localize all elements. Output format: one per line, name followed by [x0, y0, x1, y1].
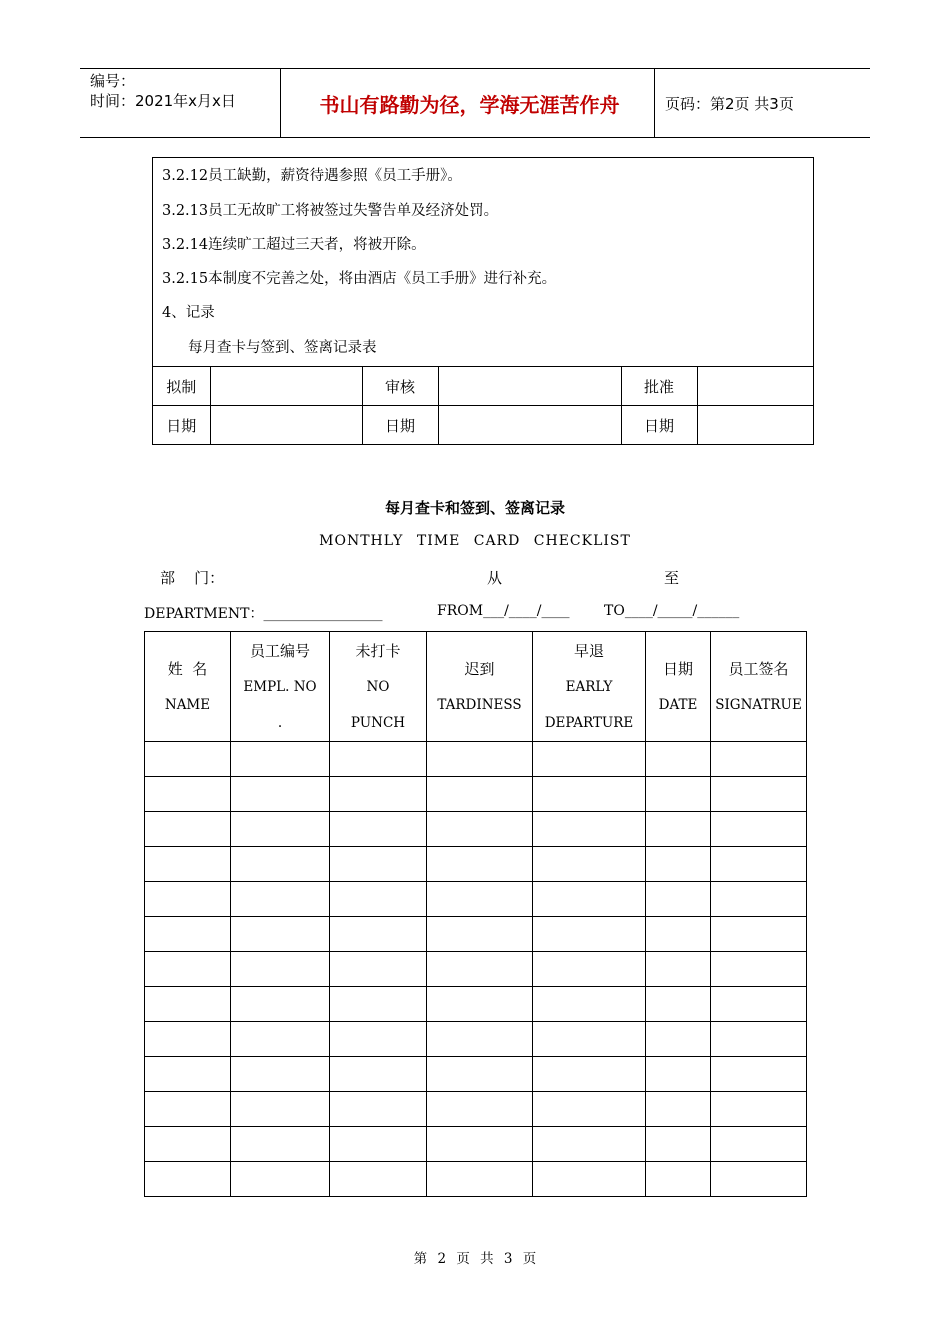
table-cell[interactable] — [533, 777, 646, 812]
column-label-en: EARLY — [565, 678, 613, 695]
procedure-line: 每月查卡与签到、签离记录表 — [188, 340, 377, 356]
table-cell[interactable] — [711, 882, 807, 917]
table-row — [145, 777, 807, 812]
to-label: 至 — [664, 569, 680, 587]
date-label: 日期 — [153, 406, 210, 445]
header-motto: 书山有路勤为径，学海无涯苦作舟 — [319, 92, 620, 117]
table-cell[interactable] — [330, 1127, 427, 1162]
checklist-title-en: MONTHLY TIME CARD CHECKLIST — [319, 533, 631, 549]
table-cell[interactable] — [145, 987, 231, 1022]
column-label-en: NO — [366, 678, 390, 695]
table-cell[interactable] — [145, 742, 231, 777]
table-cell[interactable] — [145, 847, 231, 882]
column-label: 姓 名 — [167, 659, 208, 678]
table-cell[interactable] — [711, 987, 807, 1022]
to-date-field[interactable]: TO____/_____/______ — [604, 603, 740, 619]
approved-date-field[interactable] — [697, 406, 813, 445]
table-row — [145, 812, 807, 847]
table-cell[interactable] — [533, 917, 646, 952]
table-cell[interactable] — [711, 1092, 807, 1127]
table-cell[interactable] — [646, 1162, 711, 1197]
table-cell[interactable] — [427, 917, 533, 952]
table-cell[interactable] — [711, 742, 807, 777]
column-label-en: DEPARTURE — [544, 714, 634, 731]
column-label: 早退 — [573, 641, 604, 660]
table-cell[interactable] — [533, 1092, 646, 1127]
column-header-date — [646, 632, 711, 742]
table-row — [145, 987, 807, 1022]
table-cell[interactable] — [427, 1092, 533, 1127]
reviewed-field[interactable] — [438, 367, 621, 406]
table-cell[interactable] — [231, 777, 330, 812]
signoff-row — [153, 406, 813, 445]
table-cell[interactable] — [231, 1127, 330, 1162]
table-cell[interactable] — [231, 882, 330, 917]
table-cell[interactable] — [427, 1022, 533, 1057]
table-header-row — [145, 632, 807, 742]
table-row — [145, 742, 807, 777]
table-cell[interactable] — [145, 917, 231, 952]
table-cell[interactable] — [711, 1162, 807, 1197]
column-label: 员工编号 — [249, 641, 310, 660]
table-cell[interactable] — [711, 1127, 807, 1162]
table-cell[interactable] — [533, 742, 646, 777]
department-field[interactable]: DEPARTMENT：_________________ — [144, 606, 383, 622]
table-cell[interactable] — [533, 1162, 646, 1197]
table-cell[interactable] — [145, 1162, 231, 1197]
signoff-table — [153, 366, 813, 444]
column-header-signature — [711, 632, 807, 742]
table-cell[interactable] — [646, 812, 711, 847]
procedure-line: 3.2.14连续旷工超过三天者，将被开除。 — [162, 237, 426, 253]
date-label: 日期 — [621, 406, 697, 445]
table-cell[interactable] — [533, 812, 646, 847]
column-label: 员工签名 — [728, 659, 789, 678]
table-cell[interactable] — [711, 812, 807, 847]
from-label: 从 — [487, 569, 503, 587]
table-cell[interactable] — [427, 742, 533, 777]
table-cell[interactable] — [533, 1127, 646, 1162]
table-cell[interactable] — [231, 847, 330, 882]
table-row — [145, 1092, 807, 1127]
table-cell[interactable] — [330, 847, 427, 882]
serial-label: 编号： — [90, 72, 136, 90]
table-cell[interactable] — [231, 1092, 330, 1127]
table-cell[interactable] — [646, 777, 711, 812]
table-cell[interactable] — [330, 882, 427, 917]
table-cell[interactable] — [330, 917, 427, 952]
header-meta — [90, 71, 236, 111]
table-cell[interactable] — [646, 882, 711, 917]
time-label: 时间：2021年x月x日 — [90, 92, 236, 110]
table-cell[interactable] — [231, 917, 330, 952]
table-row — [145, 1022, 807, 1057]
table-cell[interactable] — [646, 917, 711, 952]
approved-label: 批准 — [621, 367, 697, 406]
table-cell[interactable] — [427, 952, 533, 987]
procedure-line: 3.2.15本制度不完善之处，将由酒店《员工手册》进行补充。 — [162, 271, 557, 287]
table-cell[interactable] — [145, 882, 231, 917]
reviewed-label: 审核 — [362, 367, 438, 406]
table-cell[interactable] — [646, 1057, 711, 1092]
table-cell[interactable] — [145, 1092, 231, 1127]
table-cell[interactable] — [646, 1022, 711, 1057]
date-label: 日期 — [362, 406, 438, 445]
time-card-table — [144, 631, 807, 1197]
column-label-en: EMPL. NO — [243, 678, 317, 695]
table-cell[interactable] — [145, 812, 231, 847]
column-label-en: . — [277, 714, 283, 731]
table-cell[interactable] — [231, 987, 330, 1022]
checklist-title: 每月查卡和签到、签离记录 — [384, 499, 565, 517]
header-page-info: 页码：第2页 共3页 — [665, 94, 794, 113]
table-cell[interactable] — [533, 1022, 646, 1057]
reviewed-date-field[interactable] — [438, 406, 621, 445]
table-cell[interactable] — [711, 917, 807, 952]
column-label-en: TARDINESS — [437, 696, 522, 713]
column-header-employee-no — [231, 632, 330, 742]
table-cell[interactable] — [533, 952, 646, 987]
table-cell[interactable] — [533, 882, 646, 917]
table-cell[interactable] — [646, 1127, 711, 1162]
table-body — [145, 742, 807, 1197]
table-cell[interactable] — [145, 1022, 231, 1057]
column-label-en: PUNCH — [350, 714, 406, 731]
table-cell[interactable] — [533, 847, 646, 882]
procedure-line: 3.2.12员工缺勤，薪资待遇参照《员工手册》。 — [162, 168, 462, 184]
column-header-name — [145, 632, 231, 742]
table-cell[interactable] — [533, 1057, 646, 1092]
table-cell[interactable] — [711, 847, 807, 882]
table-cell[interactable] — [646, 987, 711, 1022]
table-cell[interactable] — [330, 777, 427, 812]
table-cell[interactable] — [533, 987, 646, 1022]
procedure-line: 3.2.13员工无故旷工将被签过失警告单及经济处罚。 — [162, 203, 499, 219]
table-row — [145, 917, 807, 952]
column-label-en: DATE — [658, 696, 698, 713]
procedure-section-heading: 4、记录 — [162, 305, 215, 321]
table-cell[interactable] — [646, 1092, 711, 1127]
table-cell[interactable] — [231, 742, 330, 777]
table-cell[interactable] — [145, 777, 231, 812]
from-date-field[interactable]: FROM___/____/____ — [437, 603, 570, 619]
table-row — [145, 1057, 807, 1092]
table-row — [145, 882, 807, 917]
table-row — [145, 1162, 807, 1197]
table-cell[interactable] — [427, 1127, 533, 1162]
table-cell[interactable] — [646, 952, 711, 987]
table-row — [145, 1127, 807, 1162]
page-header — [80, 68, 870, 138]
table-cell[interactable] — [330, 952, 427, 987]
approved-field[interactable] — [697, 367, 813, 406]
table-cell[interactable] — [427, 987, 533, 1022]
table-cell[interactable] — [427, 1162, 533, 1197]
table-cell[interactable] — [231, 1022, 330, 1057]
table-cell[interactable] — [330, 1092, 427, 1127]
page-footer: 第 2 页 共 3 页 — [413, 1251, 537, 1267]
table-cell[interactable] — [646, 742, 711, 777]
table-cell[interactable] — [427, 812, 533, 847]
column-label-en: SIGNATRUE — [715, 696, 802, 713]
drafted-field[interactable] — [210, 367, 362, 406]
column-label: 迟到 — [464, 659, 495, 678]
table-cell[interactable] — [646, 847, 711, 882]
column-label: 未打卡 — [355, 641, 401, 660]
signoff-row — [153, 367, 813, 406]
table-cell[interactable] — [330, 1022, 427, 1057]
column-label: 日期 — [662, 659, 693, 678]
table-cell[interactable] — [330, 1162, 427, 1197]
table-row — [145, 952, 807, 987]
table-cell[interactable] — [711, 777, 807, 812]
table-cell[interactable] — [711, 1057, 807, 1092]
table-cell[interactable] — [145, 1057, 231, 1092]
table-cell[interactable] — [427, 882, 533, 917]
drafted-date-field[interactable] — [210, 406, 362, 445]
table-row — [145, 847, 807, 882]
table-cell[interactable] — [427, 777, 533, 812]
table-cell[interactable] — [330, 742, 427, 777]
drafted-label: 拟制 — [153, 367, 210, 406]
column-label-en: NAME — [164, 696, 211, 713]
table-cell[interactable] — [145, 1127, 231, 1162]
column-header-early-departure — [533, 632, 646, 742]
table-cell[interactable] — [711, 1022, 807, 1057]
table-cell[interactable] — [427, 847, 533, 882]
table-cell[interactable] — [330, 987, 427, 1022]
table-cell[interactable] — [231, 1162, 330, 1197]
table-cell[interactable] — [330, 812, 427, 847]
table-cell[interactable] — [427, 1057, 533, 1092]
column-header-tardiness — [427, 632, 533, 742]
procedure-box — [152, 157, 814, 445]
column-header-no-punch — [330, 632, 427, 742]
table-cell[interactable] — [231, 952, 330, 987]
department-label: 部 门： — [160, 569, 225, 587]
table-cell[interactable] — [231, 812, 330, 847]
header-divider — [280, 69, 281, 137]
table-cell[interactable] — [145, 952, 231, 987]
table-cell[interactable] — [711, 952, 807, 987]
table-cell[interactable] — [330, 1057, 427, 1092]
table-cell[interactable] — [231, 1057, 330, 1092]
